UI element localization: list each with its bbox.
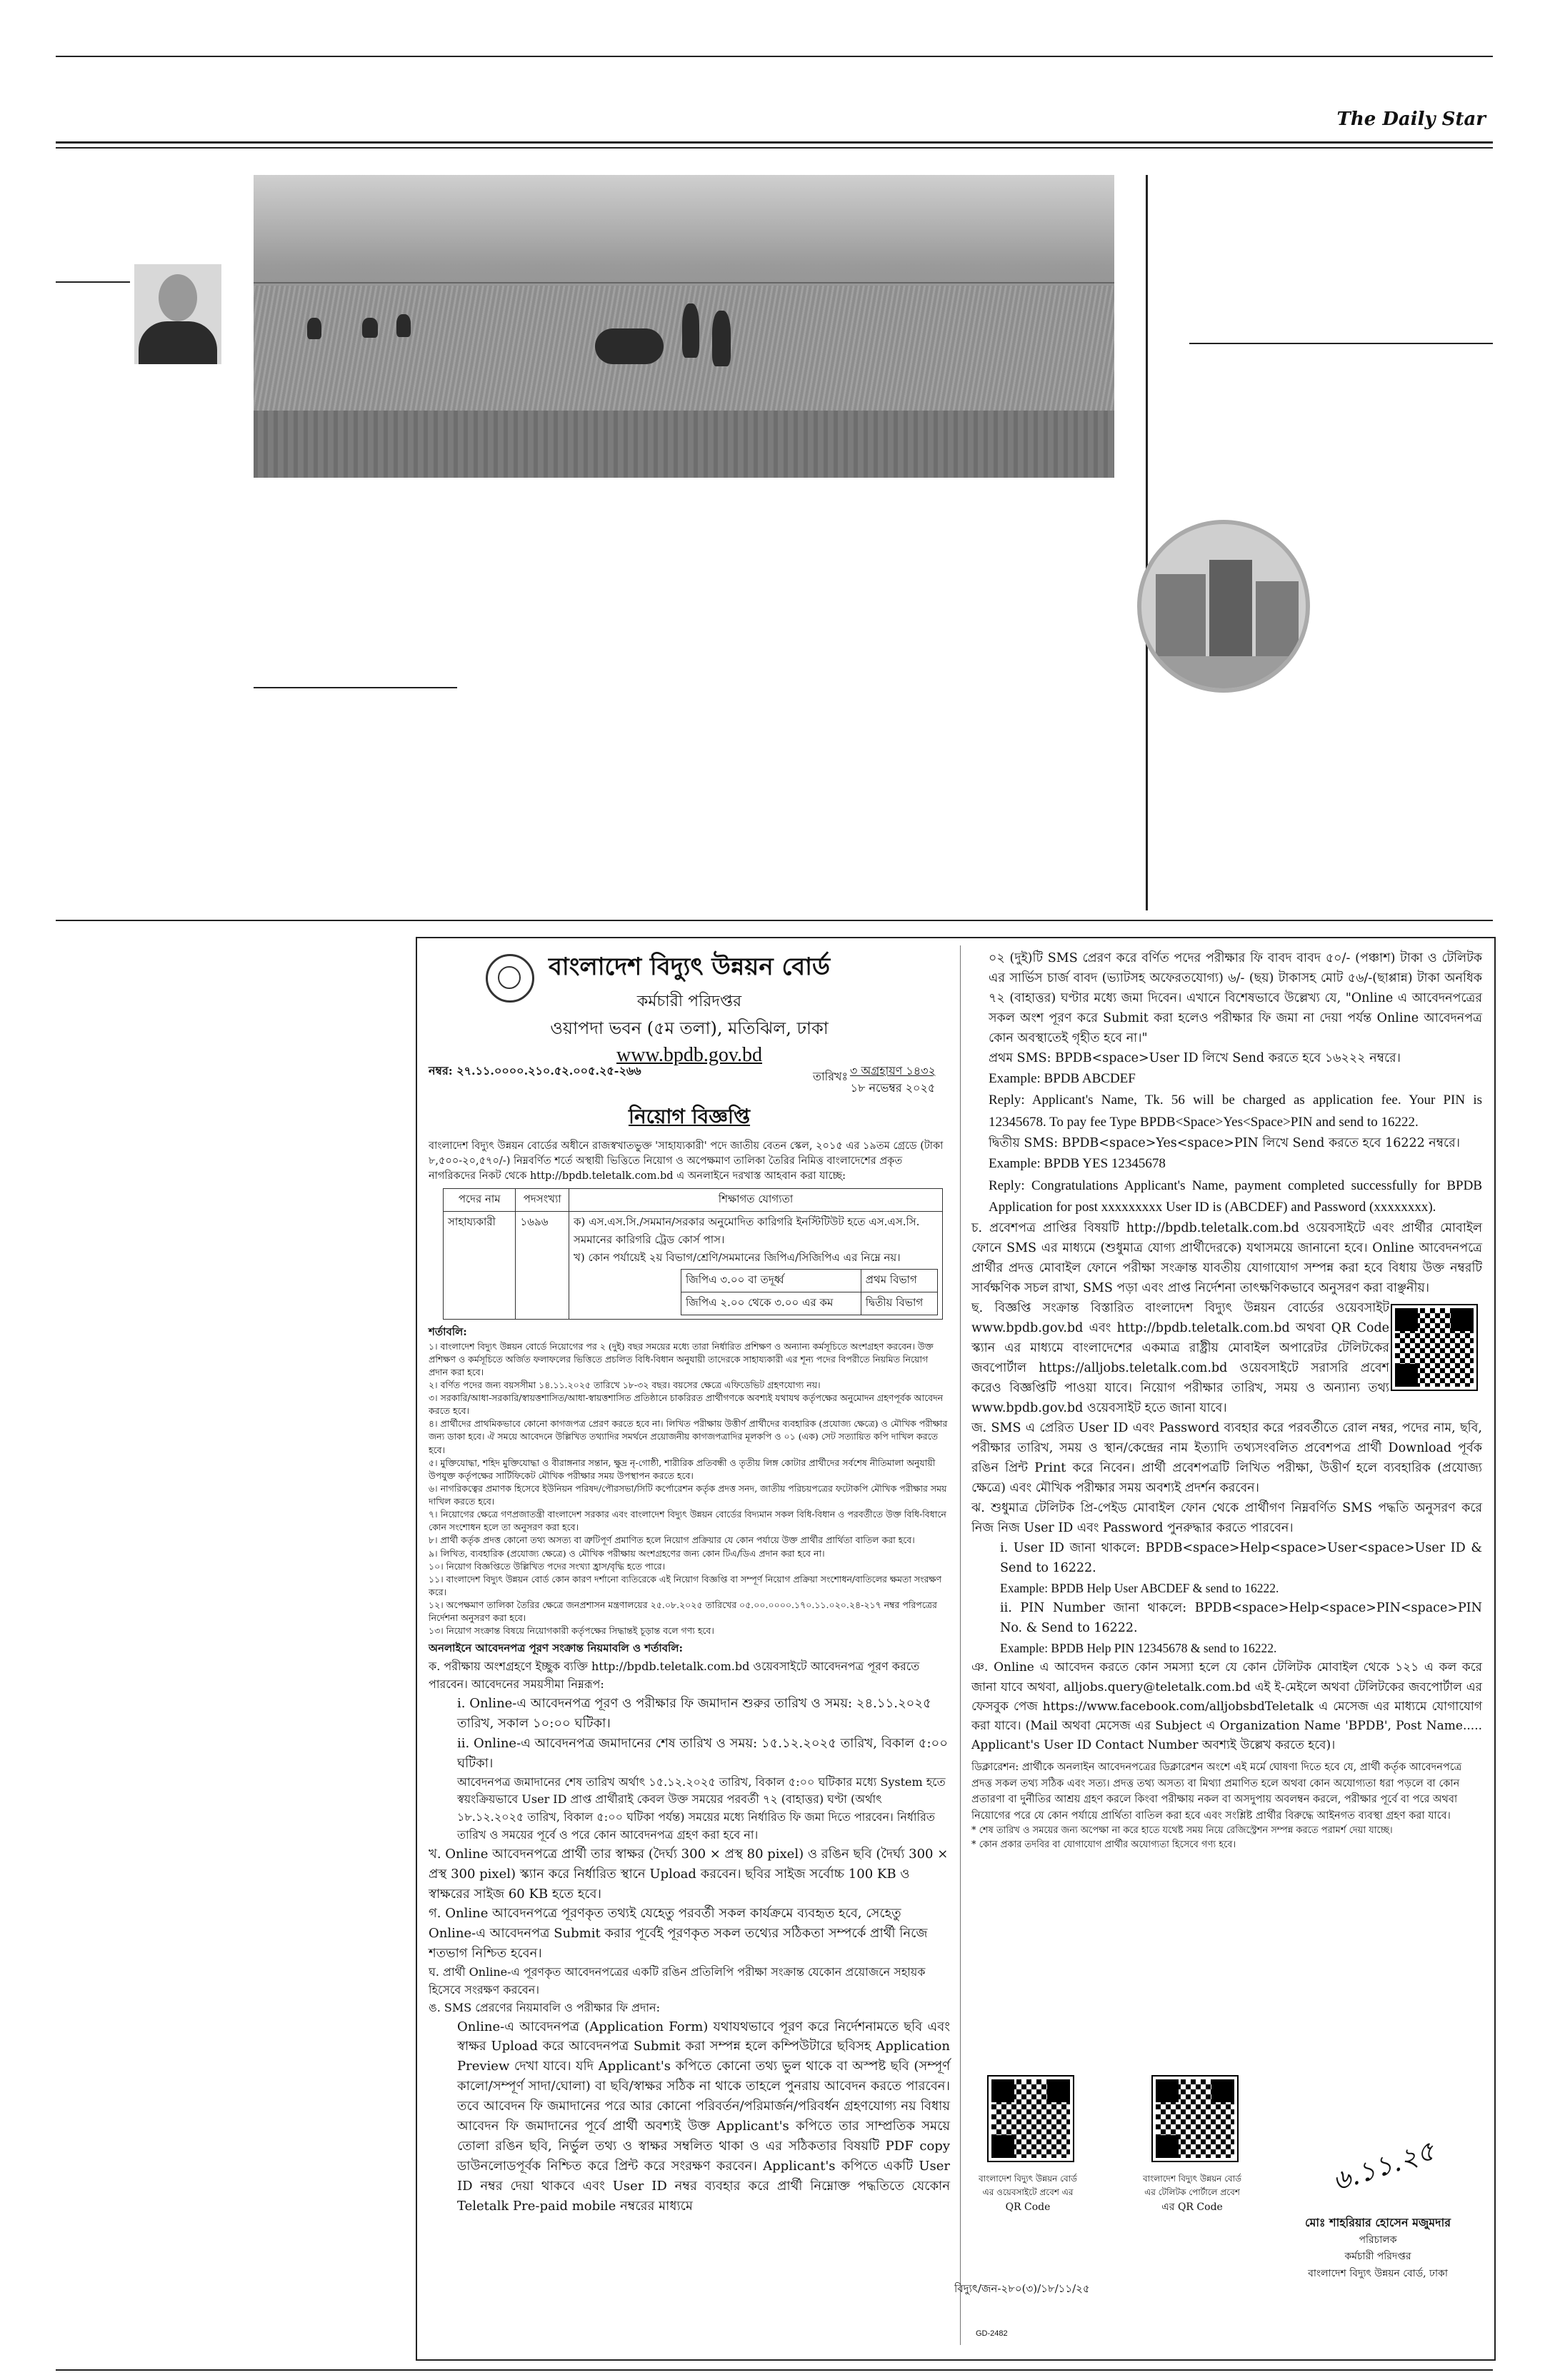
sms-second-example: Example: BPDB YES 12345678 (989, 1156, 1166, 1172)
caption-rule (254, 687, 457, 688)
condition-item: ৬। নাগরিকত্বের প্রমাণক হিসেবে ইউনিয়ন পরিষদ/পৌরসভা/সিটি কর্পোরেশন কর্তৃক প্রদত্ত সনদ, জাতীয় পরিচয়পত্রের ফটোকপি মৌখিক পরীক্ষার সময় দাখিল করতে হবে। (429, 1482, 947, 1507)
ad-column-divider (960, 945, 961, 2345)
author-portrait (134, 264, 221, 364)
division-cell: দ্বিতীয় বিভাগ (861, 1292, 937, 1315)
qr1-caption-line: QR Code (1005, 2201, 1051, 2214)
condition-item: ৭। নিয়োগের ক্ষেত্রে গণপ্রজাতন্ত্রী বাংলাদেশ সরকার এবং বাংলাদেশ বিদ্যুৎ উন্নয়ন বোর্ডের বিদ্যমান সকল বিধি-বিধান ও পরবর্তীতে উক্ত বিধি-বিধানে কোন সংশোধন হলে তা অনুসরণ করা হবে। (429, 1509, 946, 1533)
sms-second-reply: Reply: Congratulations Applicant's Name, payment completed successfully for BPDB Application for post xxxxxxxxx User ID is (ABCDEF) and Password (xxxxxxxx). (989, 1178, 1482, 1215)
post-count: ১৬৯৬ (516, 1212, 569, 1320)
rule-jha: ঝ. শুধুমাত্র টেলিটক প্রি-পেইড মোবাইল ফোন থেকে প্রার্থীগণ নিম্নবর্ণিত SMS পদ্ধতি অনুসরণ করে নিজ নিজ User ID এবং Password পুনরুদ্ধার করতে পারবেন। (971, 1501, 1482, 1536)
notice-title: নিয়োগ বিজ্ঞপ্তি (628, 1105, 751, 1128)
org-address: ওয়াপদা ভবন (৫ম তলা), মতিঝিল, ঢাকা (550, 1018, 829, 1038)
conditions-list (429, 1340, 950, 1638)
gpa-table (681, 1269, 938, 1315)
division-cell: প্রথম বিভাগ (861, 1270, 937, 1292)
condition-item: ৯। লিখিত, ব্যবহারিক (প্রযোজ্য ক্ষেত্রে) ও মৌখিক পরীক্ষায় অংশগ্রহণের জন্য কোন টিএ/ডিএ প্রদান করা হবে না। (429, 1547, 825, 1559)
condition-item: ১২। অপেক্ষমাণ তালিকা তৈরির ক্ষেত্রে জনপ্রশাসন মন্ত্রণালয়ের ২৫.০৮.২০২৫ তারিখের ০৫.০০.০০০০.১৭০.১১.০২০.২৪-২১৭ নম্বর পরিপত্রের নির্দেশনা অনুসরণ করা হবে। (429, 1600, 937, 1624)
field-photo (254, 175, 1114, 478)
online-rules-title: অনলাইনে আবেদনপত্র পূরণ সংক্রান্ত নিয়মাবলি ও শর্তাবলি: (429, 1642, 684, 1655)
signature: ৬.১১.২৫ (1328, 2134, 1439, 2197)
conditions-title: শর্তাবলি: (429, 1325, 467, 1339)
gd-number: GD-2482 (976, 2329, 1008, 2338)
date-label: তারিখঃ (813, 1070, 849, 1083)
online-rule-ga: গ. Online আবেদনপত্রে পূরণকৃত তথ্যই যেহেতু পরবর্তী সকল কার্যক্রমে ব্যবহৃত হবে, সেহেতু Online-এ আবেদনপত্র Submit করার পূর্বেই পূরণকৃত সকল তথ্যের সঠিকতা সম্পর্কে প্রার্থী নিজে শতভাগ নিশ্চিত হবেন। (429, 1906, 928, 1962)
online-rule-ka-i: i. Online-এ আবেদনপত্র পূরণ ও পরীক্ষার ফি জমাদান শুরুর তারিখ ও সময়: ২৪.১১.২০২৫ তারিখ, সকাল ১০:০০ ঘটিকা। (457, 1696, 931, 1731)
ad-right-column (971, 948, 1482, 1852)
memo-number: নম্বর: ২৭.১১.০০০০.২১০.৫২.০০৫.২৫-২৬৬ (429, 1064, 641, 1078)
condition-item: ৮। প্রার্থী কর্তৃক প্রদত্ত কোনো তথ্য অসত্য বা ত্রুটিপূর্ণ প্রমাণিত হলে নিয়োগ প্রক্রিয়ার যে কোন পর্যায়ে উক্ত প্রার্থীর প্রার্থিতা বাতিল করা হবে। (429, 1535, 915, 1546)
rule-chha: ছ. বিজ্ঞপ্তি সংক্রান্ত বিস্তারিত বাংলাদেশ বিদ্যুৎ উন্নয়ন বোর্ডের ওয়েবসাইট www.bpdb.gov.bd এবং http://bpdb.teletalk.com.bd অথবা QR Code স্ক্যান এর মাধ্যমে বাংলাদেশের একমাত্র রাষ্ট্রীয় মোবাইল অপারেটর টেলিটকের জবপোর্টাল https://alljobs.teletalk.com.bd ওয়েবসাইটে সরাসরি প্রবেশ করেও বিজ্ঞপ্তিটি পাওয়া যাবে। নিয়োগ পরীক্ষার তারিখ, সময় ও অন্যান্য তথ্য www.bpdb.gov.bd ওয়েবসাইট হতে জানা যাবে। (971, 1301, 1389, 1416)
qualification-b: খ) কোন পর্যায়েই ২য় বিভাগ/শ্রেণি/সমমানের জিপিএ/সিজিপিএ এর নিম্নে নয়। (574, 1251, 901, 1265)
qualification-a: ক) এস.এস.সি./সমমান/সরকার অনুমোদিত কারিগরি ইনস্টিটিউট হতে এস.এস.সি. সমমানের কারিগরি ট্রেড কোর্স পাস। (574, 1215, 920, 1247)
org-name: বাংলাদেশ বিদ্যুৎ উন্নয়ন বোর্ড (548, 953, 831, 981)
online-rule-ka-note: আবেদনপত্র জমাদানের শেষ তারিখ অর্থাৎ ১৫.১২.২০২৫ তারিখ, বিকাল ৫:০০ ঘটিকার মধ্যে System হতে স্বয়ংক্রিয়ভাবে User ID প্রাপ্ত প্রার্থীরাই কেবল উক্ত সময়ের পরবর্তী ৭২ (বাহাত্তর) ঘণ্টা (অর্থাৎ ১৮.১২.২০২৫ তারিখ, বিকাল ৫:০০ ঘটিকা পর্যন্ত) সময়ের মধ্যে নির্ধারিত ফি জমা দিতে পারবেন। নির্ধারিত তারিখ ও সময়ের পূর্বে ও পরে কোন আবেদনপত্র গ্রহণ করা হবে না। (457, 1774, 946, 1842)
qr2-caption (1124, 2172, 1260, 2216)
sms-second: দ্বিতীয় SMS: BPDB<space>Yes<space>PIN লিখে Send করতে হবে 16222 নম্বরে। (989, 1136, 1460, 1151)
rule-jha-i: i. User ID জানা থাকলে: BPDB<space>Help<space>User<space>User ID & Send to 16222. (1000, 1541, 1482, 1576)
website-qr-code[interactable] (1392, 1305, 1476, 1390)
date-bengali: ৩ অগ্রহায়ণ ১৪৩২ (849, 1064, 936, 1078)
qr1-caption-line: এর ওয়েবসাইটে প্রবেশ এর (982, 2187, 1074, 2198)
gpa-cell: জিপিএ ৩.০০ বা তদূর্ধ্ব (681, 1270, 861, 1292)
table-header: পদসংখ্যা (516, 1189, 569, 1212)
online-rule-gha: ঘ. প্রার্থী Online-এ পূরণকৃত আবেদনপত্রের একটি রঙিন প্রতিলিপি পরীক্ষা সংক্রান্ত যেকোন প্রয়োজনে সহায়ক হিসেবে সংরক্ষণ করবেন। (429, 1965, 926, 1997)
condition-item: ১১। বাংলাদেশ বিদ্যুৎ উন্নয়ন বোর্ড কোন কারণ দর্শানো ব্যতিরেকে এই নিয়োগ বিজ্ঞপ্তি বা সম্পূর্ণ নিয়োগ প্রক্রিয়া সংশোধন/বাতিলের ক্ষমতা সংরক্ষণ করে। (429, 1573, 942, 1597)
date-english: ১৮ নভেম্বর ২০২৫ (850, 1081, 936, 1095)
sms-first-example: Example: BPDB ABCDEF (989, 1071, 1136, 1086)
rule-ja: জ. SMS এ প্রেরিত User ID এবং Password ব্যবহার করে পরবর্তীতে রোল নম্বর, পদের নাম, ছবি, পরীক্ষার তারিখ, সময় ও স্থান/কেন্দ্রের নাম ইত্যাদি তথ্যসংবলিত প্রবেশপত্র প্রার্থী Download পূর্বক রঙিন প্রিন্ট Print করে নিবেন। প্রার্থী প্রবেশপত্রটি লিখিত পরীক্ষা, উত্তীর্ণ হলে ব্যবহারিক (প্রযোজ্য ক্ষেত্রে) এবং মৌখিক পরীক্ষার সময় অবশ্যই প্রদর্শন করবেন। (971, 1421, 1482, 1496)
reference-number: বিদ্যুৎ/জন-২৮০(৩)/১৮/১১/২৫ (954, 2282, 1090, 2295)
building-photo (1137, 520, 1310, 693)
rule-jha-i-example: Example: BPDB Help User ABCDEF & send to 16222. (1000, 1581, 1279, 1596)
column-divider (1146, 175, 1148, 910)
teletalk-portal-qr[interactable] (1153, 2077, 1237, 2161)
qr1-caption-line: বাংলাদেশ বিদ্যুৎ উন্নয়ন বোর্ড (978, 2174, 1077, 2184)
signer-org: বাংলাদেশ বিদ্যুৎ উন্নয়ন বোর্ড, ঢাকা (1308, 2267, 1448, 2279)
bpdb-website-qr[interactable] (989, 2077, 1073, 2161)
post-name: সাহায্যকারী (444, 1212, 516, 1320)
signer-name: মোঃ শাহরিয়ার হোসেন মজুমদার (1304, 2216, 1451, 2229)
table-header: শিক্ষাগত যোগ্যতা (569, 1189, 943, 1212)
bpdb-logo (486, 954, 534, 1003)
online-rule-uma-body: Online-এ আবেদনপত্র (Application Form) যথাযথভাবে পূরণ করে নির্দেশনামতে ছবি এবং স্বাক্ষর Upload করে আবেদনপত্র Submit করা সম্পন্ন হলে কম্পিউটারে ছবিসহ Application Preview দেখা যাবে। যদি Applicant's কপিতে কোনো তথ্য ভুল থাকে বা অস্পষ্ট ছবি (সম্পূর্ণ কালো/সম্পূর্ণ সাদা/ঘোলা) বা ছবি/স্বাক্ষর সঠিক না থাকে তাহলে পুনরায় আবেদন করতে পারবেন। তবে আবেদন ফি জমাদানের পরে আর কোনো পরিবর্তন/পরিমার্জন/পরিবর্ধন গ্রহণযোগ্য নয় বিধায় আবেদন ফি জমাদানের পূর্বে প্রার্থী অবশ্যই উক্ত Applicant's কপিতে তার সাম্প্রতিক সময়ে তোলা রঙিন ছবি, নির্ভুল তথ্য ও স্বাক্ষর সম্বলিত থাকা ও এর সঠিকতার বিষয়টি PDF copy ডাউনলোডপূর্বক নিশ্চিত করে প্রিন্ট করে সংরক্ষণ করবেন। Applicant's কপিতে একটি User ID নম্বর দেয়া থাকবে এবং User ID নম্বর ব্যবহার করে প্রার্থী নিম্নোক্ত পদ্ধতিতে যেকোন Teletalk Pre-paid mobile নম্বরের মাধ্যমে (457, 2019, 950, 2214)
signer-block (1260, 2214, 1496, 2282)
condition-item: ৪। প্রার্থীদের প্রাথমিকভাবে কোনো কাগজপত্র প্রেরণ করতে হবে না। লিখিত পরীক্ষায় উত্তীর্ণ প্রার্থীদের ব্যবহারিক (প্রযোজ্য ক্ষেত্রে) ও মৌখিক পরীক্ষার জন্য ডাকা হবে। ঐ সময়ে আবেদনে উল্লিখিত তথ্যাদির সমর্থনে প্রয়োজনীয় কাগজপত্রাদির মূলকপি ও ০১ (এক) সেট সত্যায়িত কপি দাখিল করতে হবে। (429, 1418, 948, 1455)
signer-dept: কর্মচারী পরিদপ্তর (1344, 2251, 1411, 2263)
condition-item: ২। বর্ণিত পদের জন্য বয়সসীমা ১৪.১১.২০২৫ তারিখে ১৮-৩২ বছর। বয়সের ক্ষেত্রে এফিডেভিট গ্রহণযোগ্য নয়। (429, 1379, 821, 1390)
condition-item: ১৩। নিয়োগ সংক্রান্ত বিষয়ে নিয়োগকারী কর্তৃপক্ষের সিদ্ধান্তই চূড়ান্ত বলে গণ্য হবে। (429, 1625, 714, 1637)
top-rule (56, 56, 1493, 57)
header-rule-1 (56, 141, 1493, 144)
qr2-caption-line: এর QR Code (1161, 2201, 1223, 2214)
qr2-caption-line: বাংলাদেশ বিদ্যুৎ উন্নয়ন বোর্ড (1142, 2174, 1241, 2184)
org-website[interactable]: www.bpdb.gov.bd (616, 1044, 763, 1066)
sms-first: প্রথম SMS: BPDB<space>User ID লিখে Send করতে হবে ১৬২২২ নম্বরে। (989, 1051, 1401, 1065)
section-rule (56, 920, 1493, 921)
online-rule-kha: খ. Online আবেদনপত্রে প্রার্থী তার স্বাক্ষর (দৈর্ঘ্য 300 × প্রস্থ 80 pixel) ও রঙিন ছবি (দৈর্ঘ্য 300 × প্রস্থ 300 pixel) স্ক্যান করে নির্ধারিত স্থানে Upload করবেন। ছবির সাইজ সর্বোচ্চ 100 KB ও স্বাক্ষরের সাইজ 60 KB হতে হবে। (429, 1846, 949, 1902)
fee-text: ০২ (দুই)টি SMS প্রেরণ করে বর্ণিত পদের পরীক্ষার ফি বাবদ বাবদ ৫০/- (পঞ্চাশ) টাকা ও টেলিটক এর সার্ভিস চার্জ বাবদ (ভ্যাটসহ অফেরতযোগ্য) ৬/- (ছয়) টাকাসহ মোট ৫৬/-(ছাপ্পান্ন) টাকা অনধিক ৭২ (বাহাত্তর) ঘণ্টার মধ্যে জমা দিবেন। এখানে বিশেষভাবে উল্লেখ্য যে, "Online এ আবেদনপত্রের সকল অংশ পূরণ করে Submit করা হলেও পরীক্ষার ফি জমা না দেয়া পর্যন্ত Online আবেদনপত্র কোন অবস্থাতেই গৃহীত হবে না।" (989, 951, 1482, 1045)
post-table (443, 1188, 943, 1320)
author-rule (56, 281, 130, 283)
declaration: ডিক্লারেশন: প্রার্থীকে অনলাইন আবেদনপত্রের ডিক্লারেশন অংশে এই মর্মে ঘোষণা দিতে হবে যে, প্রার্থী কর্তৃক আবেদনপত্রে প্রদত্ত সকল তথ্য সঠিক এবং সত্য। প্রদত্ত তথ্য অসত্য বা মিথ্যা প্রমাণিত হলে অথবা কোন অযোগ্যতা ধরা পড়লে বা কোন প্রতারণা বা দুর্নীতির আশ্রয় গ্রহণ করলে কিংবা পরীক্ষায় নকল বা অসদুপায় অবলম্বন করলে, পরীক্ষার পূর্বে বা পরে অথবা নিয়োগের পরে যে কোন পর্যায়ে প্রার্থিতা বাতিল করা হবে এবং সংশ্লিষ্ট প্রার্থীর বিরুদ্ধে আইনগত ব্যবস্থা গ্রহণ করা যাবে। (971, 1762, 1462, 1822)
condition-item: ১০। নিয়োগ বিজ্ঞপ্তিতে উল্লিখিত পদের সংখ্যা হ্রাস/বৃদ্ধি হতে পারে। (429, 1560, 666, 1572)
masthead: The Daily Star (1336, 109, 1486, 130)
rule-jha-ii: ii. PIN Number জানা থাকলে: BPDB<space>Help<space>PIN<space>PIN No. & Send to 16222. (1000, 1601, 1482, 1636)
bottom-rule (56, 2369, 1493, 2371)
condition-item: ৫। মুক্তিযোদ্ধা, শহিদ মুক্তিযোদ্ধা ও বীরাঙ্গনার সন্তান, ক্ষুদ্র নৃ-গোষ্ঠী, শারীরিক প্রতিবন্ধী ও তৃতীয় লিঙ্গ কোটার প্রার্থীদের সর্বশেষ নীতিমালা অনুযায়ী উপযুক্ত কর্তৃপক্ষের সার্টিফিকেট মৌখিক পরীক্ষার সময় উপস্থাপন করতে হবে। (429, 1457, 936, 1481)
table-header: পদের নাম (444, 1189, 516, 1212)
rule-jha-ii-example: Example: BPDB Help PIN 12345678 & send to 16222. (1000, 1641, 1277, 1656)
online-rule-ka-ii: ii. Online-এ আবেদনপত্র জমাদানের শেষ তারিখ ও সময়: ১৫.১২.২০২৫ তারিখ, বিকাল ৫:০০ ঘটিকা। (457, 1735, 948, 1771)
gpa-cell: জিপিএ ২.০০ থেকে ৩.০০ এর কম (681, 1292, 861, 1315)
condition-item: ১। বাংলাদেশ বিদ্যুৎ উন্নয়ন বোর্ডে নিয়োগের পর ২ (দুই) বছর সময়ের মধ্যে তারা নির্ধারিত প্রশিক্ষণ ও অন্যান্য কর্মসূচিতে অংশগ্রহণ করবেন। উক্ত প্রশিক্ষণ ও কর্মসূচিতে অর্জিত ফলাফলের ভিত্তিতে প্রচলিত বিধি-বিধান অনুযায়ী তাদেরকে সাহায্যকারী এর শূন্য পদের বিপরীতে নিয়মিত নিয়োগ প্রদান করা হবে। (429, 1340, 934, 1377)
rule-nya: ঞ. Online এ আবেদন করতে কোন সমস্যা হলে যে কোন টেলিটক মোবাইল থেকে ১২১ এ কল করে জানা যাবে অথবা, alljobs.query@teletalk.com.bd এই ই-মেইলে অথবা টেলিটকের জবপোর্টাল এর ফেসবুক পেজ https://www.facebook.com/alljobsbdTeletalk এ মেসেজ এর মাধ্যমে যোগাযোগ করা যাবে। (Mail অথবা মেসেজ এর Subject এ Organization Name 'BPDB', Post Name..... Applicant's User ID Contact Number অবশ্যই উল্লেখ করতে হবে)। (971, 1660, 1482, 1753)
recruitment-advertisement (416, 937, 1496, 2361)
rule-cha: চ. প্রবেশপত্র প্রাপ্তির বিষয়টি http://bpdb.teletalk.com.bd ওয়েবসাইটে এবং প্রার্থীর মোবাইল ফোনে SMS এর মাধ্যমে (শুধুমাত্র যোগ্য প্রার্থীদেরকে) যথাসময়ে জানানো হবে। Online আবেদনপত্রে প্রার্থীর প্রদত্ত মোবাইল ফোনে পরীক্ষা সংক্রান্ত যাবতীয় যোগাযোগ সম্পন্ন করা হবে বিধায় উক্ত নম্বরটি সার্বক্ষণিক সচল রাখা, SMS পড়া এবং প্রাপ্ত নির্দেশনা তাৎক্ষণিকভাবে অনুসরণ করা বাঞ্ছনীয়। (971, 1221, 1482, 1296)
online-rule-uma: ঙ. SMS প্রেরণের নিয়মাবলি ও পরীক্ষার ফি প্রদান: (429, 2000, 660, 2014)
ad-left-column (429, 948, 950, 2216)
org-dept: কর্মচারী পরিদপ্তর (636, 993, 742, 1010)
qr2-caption-line: এর টেলিটক পোর্টালে প্রবেশ (1144, 2187, 1240, 2198)
right-rule (1189, 343, 1493, 344)
sms-first-reply: Reply: Applicant's Name, Tk. 56 will be charged as application fee. Your PIN is 12345678. To pay fee Type BPDB<Space>Yes<Space>PIN and send to 16222. (989, 1093, 1482, 1130)
signer-title: পরিচালক (1359, 2234, 1397, 2246)
header-rule-2 (56, 147, 1493, 149)
condition-item: ৩। সরকারি/আধা-সরকারি/স্বায়ত্তশাসিত/আধা-স্বায়ত্তশাসিত প্রতিষ্ঠানে চাকরিরত প্রার্থীগণকে অবশ্যই যথাযথ কর্তৃপক্ষের অনুমোদন গ্রহণপূর্বক আবেদন করতে হবে। (429, 1392, 944, 1417)
notice-intro: বাংলাদেশ বিদ্যুৎ উন্নয়ন বোর্ডের অধীনে রাজস্বখাতভুক্ত 'সাহায্যকারী' পদে জাতীয় বেতন স্কেল, ২০১৫ এর ১৯তম গ্রেডে (টাকা ৮,৫০০-২০,৫৭০/-) নিম্নবর্ণিত শর্তে অস্থায়ী ভিত্তিতে নিয়োগ ও অপেক্ষমাণ তালিকা তৈরির নিমিত্ত বাংলাদেশের প্রকৃত নাগরিকদের নিকট থেকে http://bpdb.teletalk.com.bd এ অনলাইনে দরখাস্ত আহবান করা যাচ্ছে: (429, 1140, 944, 1183)
note-lobbying: * কোন প্রকার তদবির বা যোগাযোগ প্রার্থীর অযোগ্যতা হিসেবে গণ্য হবে। (971, 1839, 1236, 1850)
note-deadline: * শেষ তারিখ ও সময়ের জন্য অপেক্ষা না করে হাতে যথেষ্ট সময় নিয়ে রেজিস্ট্রেশন সম্পন্ন করতে পরামর্শ দেয়া যাচ্ছে। (971, 1825, 1393, 1837)
qr1-caption (960, 2172, 1096, 2216)
online-rule-ka: ক. পরীক্ষায় অংশগ্রহণে ইচ্ছুক ব্যক্তি http://bpdb.teletalk.com.bd ওয়েবসাইটে আবেদনপত্র পূরণ করতে পারবেন। আবেদনের সময়সীমা নিম্নরূপ: (429, 1660, 920, 1692)
